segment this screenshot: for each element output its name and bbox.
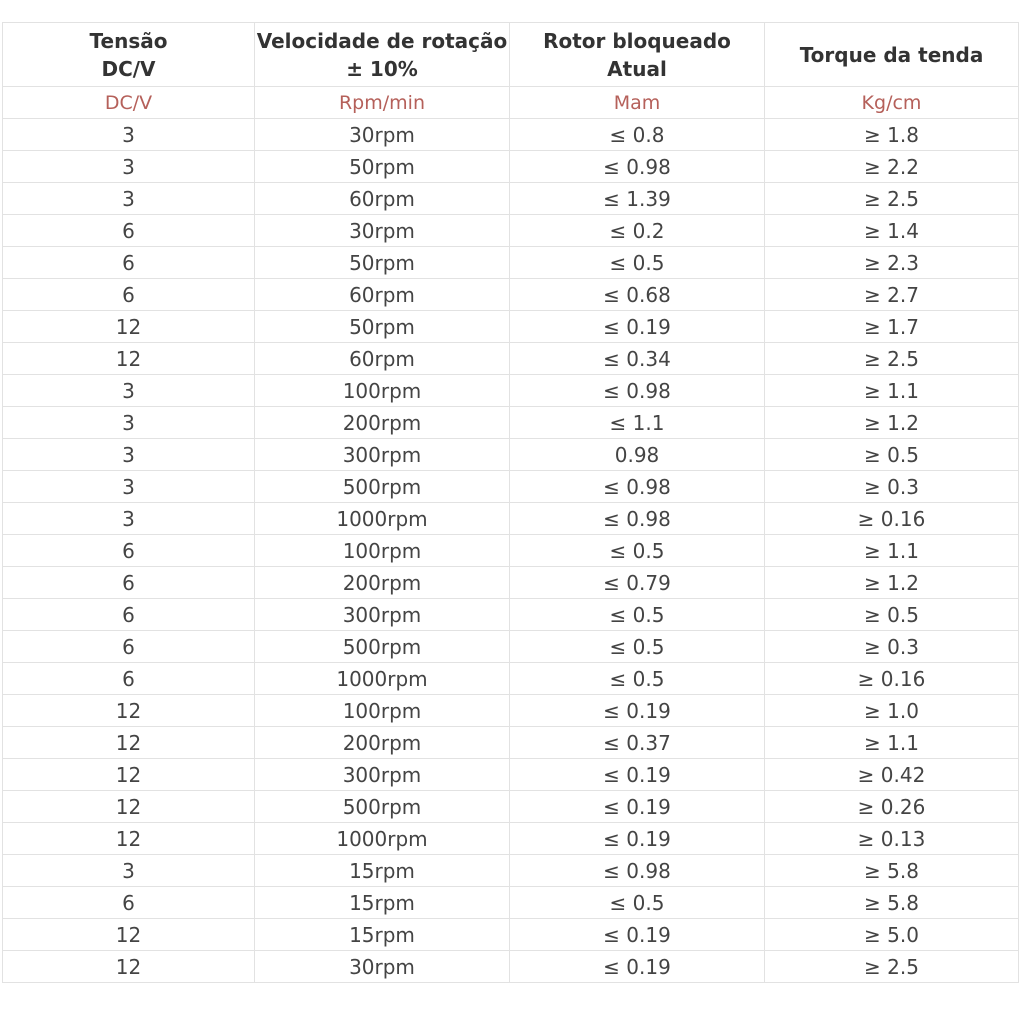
cell-torque: ≥ 0.26 [765,791,1019,823]
cell-voltage: 12 [3,951,255,983]
cell-voltage: 3 [3,855,255,887]
unit-locked-rotor-current: Mam [510,87,765,119]
cell-voltage: 3 [3,183,255,215]
cell-torque: ≥ 0.16 [765,503,1019,535]
cell-rotation-speed: 100rpm [255,535,510,567]
cell-torque: ≥ 2.5 [765,343,1019,375]
cell-rotation-speed: 30rpm [255,215,510,247]
cell-rotation-speed: 1000rpm [255,823,510,855]
table-row [3,887,1019,919]
table-row [3,503,1019,535]
cell-torque: ≥ 1.2 [765,567,1019,599]
cell-torque: ≥ 0.3 [765,631,1019,663]
cell-rotation-speed: 60rpm [255,279,510,311]
cell-torque: ≥ 1.7 [765,311,1019,343]
cell-voltage: 6 [3,535,255,567]
cell-locked-rotor-current: ≤ 0.19 [510,823,765,855]
table-row [3,471,1019,503]
table-row [3,375,1019,407]
cell-rotation-speed: 500rpm [255,631,510,663]
table-row [3,759,1019,791]
header-rotation-speed [255,23,510,87]
cell-rotation-speed: 15rpm [255,919,510,951]
table-row [3,279,1019,311]
cell-torque: ≥ 2.3 [765,247,1019,279]
table-row [3,215,1019,247]
cell-locked-rotor-current: ≤ 0.5 [510,247,765,279]
cell-rotation-speed: 60rpm [255,183,510,215]
table-row [3,247,1019,279]
cell-torque: ≥ 2.7 [765,279,1019,311]
table-row [3,727,1019,759]
cell-voltage: 12 [3,823,255,855]
cell-torque: ≥ 0.5 [765,439,1019,471]
cell-voltage: 3 [3,471,255,503]
cell-voltage: 3 [3,503,255,535]
cell-rotation-speed: 1000rpm [255,503,510,535]
header-torque-line1: Torque da tenda [799,42,984,67]
cell-rotation-speed: 100rpm [255,695,510,727]
cell-locked-rotor-current: ≤ 0.8 [510,119,765,151]
table-row [3,311,1019,343]
cell-locked-rotor-current: ≤ 0.19 [510,791,765,823]
cell-voltage: 3 [3,375,255,407]
cell-rotation-speed: 15rpm [255,887,510,919]
cell-rotation-speed: 200rpm [255,727,510,759]
cell-torque: ≥ 2.2 [765,151,1019,183]
cell-voltage: 3 [3,439,255,471]
table-row [3,343,1019,375]
cell-voltage: 6 [3,567,255,599]
table-body [3,119,1019,983]
cell-torque: ≥ 0.13 [765,823,1019,855]
cell-rotation-speed: 60rpm [255,343,510,375]
unit-voltage: DC/V [3,87,255,119]
cell-locked-rotor-current: ≤ 0.19 [510,759,765,791]
cell-voltage: 6 [3,247,255,279]
unit-torque: Kg/cm [765,87,1019,119]
cell-rotation-speed: 50rpm [255,247,510,279]
table-row [3,663,1019,695]
cell-locked-rotor-current: ≤ 0.37 [510,727,765,759]
cell-rotation-speed: 200rpm [255,407,510,439]
cell-locked-rotor-current: ≤ 0.34 [510,343,765,375]
cell-locked-rotor-current: ≤ 0.2 [510,215,765,247]
cell-torque: ≥ 2.5 [765,183,1019,215]
table-row [3,919,1019,951]
cell-rotation-speed: 30rpm [255,119,510,151]
table-row [3,151,1019,183]
cell-locked-rotor-current: ≤ 0.98 [510,855,765,887]
cell-locked-rotor-current: ≤ 0.5 [510,887,765,919]
cell-locked-rotor-current: ≤ 0.5 [510,663,765,695]
motor-spec-table [2,22,1019,983]
cell-locked-rotor-current: ≤ 0.19 [510,919,765,951]
cell-torque: ≥ 1.8 [765,119,1019,151]
header-locked-rotor-line1: Rotor bloqueado [543,28,731,53]
cell-locked-rotor-current: ≤ 0.98 [510,503,765,535]
cell-voltage: 12 [3,791,255,823]
cell-torque: ≥ 0.42 [765,759,1019,791]
header-voltage-line1: Tensão [89,28,168,53]
table-row [3,119,1019,151]
cell-voltage: 6 [3,887,255,919]
cell-locked-rotor-current: ≤ 0.98 [510,375,765,407]
cell-voltage: 12 [3,727,255,759]
cell-rotation-speed: 50rpm [255,151,510,183]
unit-rotation-speed: Rpm/min [255,87,510,119]
table-row [3,439,1019,471]
cell-locked-rotor-current: ≤ 0.5 [510,599,765,631]
cell-locked-rotor-current: ≤ 0.68 [510,279,765,311]
cell-torque: ≥ 0.5 [765,599,1019,631]
header-torque [765,23,1019,87]
cell-locked-rotor-current: ≤ 1.39 [510,183,765,215]
cell-torque: ≥ 1.0 [765,695,1019,727]
table-row [3,567,1019,599]
cell-voltage: 3 [3,151,255,183]
cell-rotation-speed: 200rpm [255,567,510,599]
cell-torque: ≥ 1.2 [765,407,1019,439]
cell-rotation-speed: 100rpm [255,375,510,407]
cell-rotation-speed: 300rpm [255,599,510,631]
header-locked-rotor-current [510,23,765,87]
table-row [3,631,1019,663]
cell-voltage: 6 [3,599,255,631]
cell-voltage: 12 [3,919,255,951]
header-voltage-line2: DC/V [101,56,156,81]
table-unit-row [3,87,1019,119]
cell-locked-rotor-current: ≤ 0.19 [510,695,765,727]
cell-rotation-speed: 500rpm [255,791,510,823]
cell-locked-rotor-current: ≤ 0.19 [510,311,765,343]
cell-voltage: 12 [3,759,255,791]
cell-torque: ≥ 1.1 [765,727,1019,759]
motor-spec-table-container [2,22,1018,983]
cell-locked-rotor-current: ≤ 0.79 [510,567,765,599]
cell-locked-rotor-current: 0.98 [510,439,765,471]
table-row [3,599,1019,631]
cell-rotation-speed: 30rpm [255,951,510,983]
cell-voltage: 3 [3,407,255,439]
cell-voltage: 12 [3,311,255,343]
cell-locked-rotor-current: ≤ 0.5 [510,631,765,663]
header-rotation-speed-line2: ± 10% [346,56,418,81]
cell-torque: ≥ 5.8 [765,855,1019,887]
cell-rotation-speed: 300rpm [255,439,510,471]
cell-torque: ≥ 0.3 [765,471,1019,503]
cell-voltage: 6 [3,631,255,663]
cell-torque: ≥ 0.16 [765,663,1019,695]
header-voltage [3,23,255,87]
table-header-row [3,23,1019,87]
cell-torque: ≥ 1.4 [765,215,1019,247]
cell-locked-rotor-current: ≤ 1.1 [510,407,765,439]
cell-torque: ≥ 1.1 [765,535,1019,567]
cell-voltage: 6 [3,279,255,311]
cell-rotation-speed: 50rpm [255,311,510,343]
cell-rotation-speed: 500rpm [255,471,510,503]
table-row [3,183,1019,215]
table-row [3,951,1019,983]
cell-voltage: 12 [3,343,255,375]
cell-voltage: 12 [3,695,255,727]
cell-locked-rotor-current: ≤ 0.5 [510,535,765,567]
cell-locked-rotor-current: ≤ 0.98 [510,471,765,503]
cell-torque: ≥ 1.1 [765,375,1019,407]
cell-rotation-speed: 300rpm [255,759,510,791]
cell-voltage: 6 [3,215,255,247]
table-row [3,823,1019,855]
table-row [3,535,1019,567]
cell-torque: ≥ 5.0 [765,919,1019,951]
cell-rotation-speed: 15rpm [255,855,510,887]
header-locked-rotor-line2: Atual [607,56,667,81]
table-row [3,855,1019,887]
table-row [3,407,1019,439]
table-row [3,791,1019,823]
cell-locked-rotor-current: ≤ 0.98 [510,151,765,183]
cell-torque: ≥ 5.8 [765,887,1019,919]
table-row [3,695,1019,727]
cell-rotation-speed: 1000rpm [255,663,510,695]
cell-locked-rotor-current: ≤ 0.19 [510,951,765,983]
header-rotation-speed-line1: Velocidade de rotação [256,28,508,53]
cell-voltage: 6 [3,663,255,695]
cell-voltage: 3 [3,119,255,151]
cell-torque: ≥ 2.5 [765,951,1019,983]
